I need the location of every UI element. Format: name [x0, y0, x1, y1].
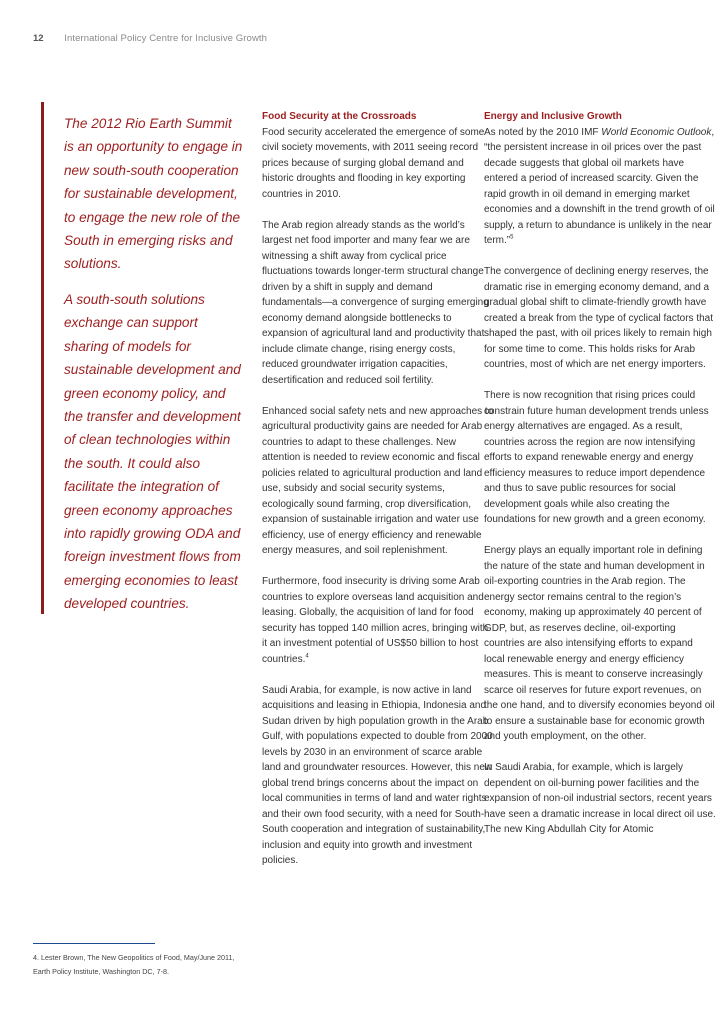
footnote-rule — [33, 943, 155, 944]
pull-quote-2-text: A south-south solutions exchange can support sharing of models for sustainable development and green economy policy, and the transfer and development of clean technologies within the south. It could also facilitate the integration of green economy approaches into rapidly growing ODA and foreign investment flows from emerging economies to least developed countries. — [64, 292, 241, 612]
paragraph: Enhanced social safety nets and new approaches to agricultural productivity gains are needed for Arab countries to adapt to these challenges. New attention is needed to review economic and fiscal policies related to agricultural production and land use, subsidy and social security systems, ecologically sound farming, crop diversification, expansion of sustainable irrigation and water use efficiency, use of energy efficiency and renewable energy measures, and soil replenishment. — [262, 405, 494, 556]
paragraph: Energy plays an equally important role in defining the nature of the state and human development in oil-exporting countries in the Arab region. The energy sector remains central to the region’s economy, making up approximately 40 percent of GDP, but, as reserves decline, oil-exporting countries are also intensifying efforts to expand local renewable energy and energy efficiency measures. This is meant to conserve increasingly scarce oil reserves for future export revenues, on the one hand, and to diversify economies beyond oil to ensure a sustainable base for economic growth and youth employment, on the other. — [484, 545, 715, 742]
pull-quote-1-text: The 2012 Rio Earth Summit is an opportunity to engage in new south-south cooperation for sustainable development, to engage the new role of the South in emerging risks and solutions. — [64, 116, 243, 272]
footnote-ref: 4 — [305, 653, 309, 660]
section-heading-food-security: Food Security at the Crossroads — [262, 111, 417, 122]
paragraph-text: As noted by the 2010 IMF — [484, 126, 602, 138]
paragraph-text: , “the persistent increase in oil prices over the past decade suggests that global oil markets have entered a period of increased scarcity. Given the rapid growth in oil demand in emerging market economies and a downshift in the trend growth of oil supply, a return to abundance is unlikely in the near term.” — [484, 126, 715, 246]
paragraph: In Saudi Arabia, for example, which is largely dependent on oil-burning power facilities and the expansion of non-oil industrial sectors, recent years have seen a dramatic increase in local direct oil use. The new King Abdullah City for Atomic — [484, 762, 716, 835]
page-header — [33, 33, 267, 44]
paragraph — [484, 125, 716, 249]
paragraph: Saudi Arabia, for example, is now active in land acquisitions and leasing in Ethiopia, Indonesia and Sudan driven by high population growth in the Arab Gulf, with populations expected to double from 2000 levels by 2030 in an environment of scarce arable land and groundwater resources. However, this new global trend brings concerns about the impact on local communities in terms of land and water rights and their own food security, with a need for South-South cooperation and integration of sustainability, inclusion and equity into growth and investment policies. — [262, 684, 493, 866]
paragraph — [262, 574, 494, 667]
footnote — [33, 951, 243, 978]
section-heading-energy: Energy and Inclusive Growth — [484, 111, 622, 122]
footnote-ref: 5 — [510, 234, 514, 241]
paragraph-text: Furthermore, food insecurity is driving some Arab countries to explore overseas land acquisition and leasing. Globally, the acquisition of land for food security has topped 140 million acres, bringing with it an investment potential of US$50 billion to host countries. — [262, 576, 489, 665]
page-number: 12 — [33, 33, 44, 44]
column-energy — [484, 109, 716, 853]
footnote-text: 4. Lester Brown, The New Geopolitics of Food, May/June 2011, Earth Policy Institute, Washington DC, 7-8. — [33, 953, 235, 976]
paragraph: The convergence of declining energy reserves, the dramatic rise in emerging economy demand, and a gradual global shift to climate-friendly growth have created a break from the type of cyclical factors that shaped the past, with oil prices likely to remain high for some time to come. This holds risks for Arab countries, most of which are net energy importers. — [484, 266, 713, 370]
column-food-security — [262, 109, 494, 884]
pull-quote-2 — [64, 288, 244, 616]
paragraph: There is now recognition that rising prices could constrain future human development trends unless energy alternatives are engaged. As a result, countries across the region are now intensifying efforts to expand renewable energy and energy efficiency measures to reduce import dependence and thus to save public resources for social development goals while also creating the foundations for new growth and a green economy. — [484, 390, 709, 525]
pull-quote-bar — [41, 102, 44, 614]
paragraph: The Arab region already stands as the world’s largest net food importer and many fear we are witnessing a shift away from cyclical price fluctuations towards longer-term structural change driven by a shift in supply and demand fundamentals—a convergence of surging emerging economy demand alongside bottlenecks to expansion of agricultural land and productivity that include climate change, rising energy costs, reduced groundwater irrigation capacities, desertification and reduced soil fertility. — [262, 219, 489, 386]
publication-title: World Economic Outlook — [601, 126, 712, 138]
paragraph: Food security accelerated the emergence of some civil society movements, with 2011 seeing record prices because of surging global demand and historic droughts and flooding in key exporting countries in 2010. — [262, 126, 485, 200]
header-title: International Policy Centre for Inclusive Growth — [64, 33, 268, 44]
pull-quote-1 — [64, 112, 244, 276]
